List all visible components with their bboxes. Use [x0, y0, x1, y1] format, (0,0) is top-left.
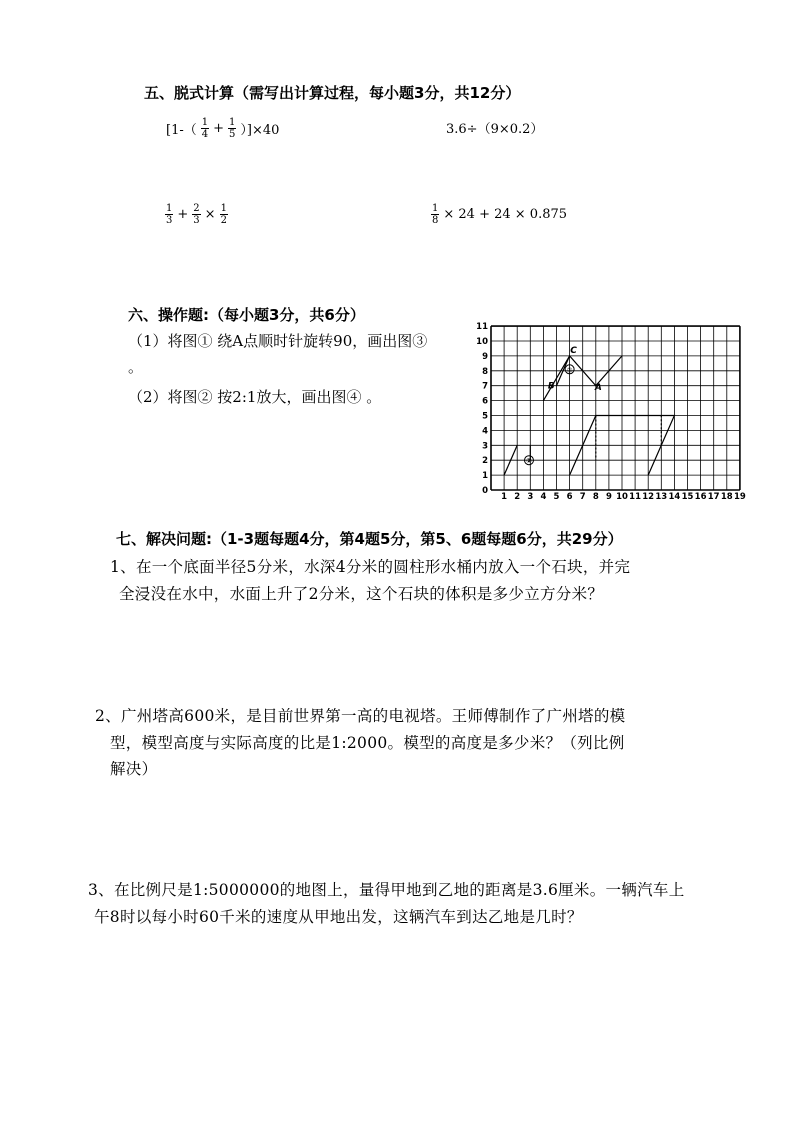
y-tick-label: 9 — [482, 351, 488, 362]
section-6-title: 六、操作题:（每小题3分，共6分） — [128, 306, 365, 324]
point-label-a: A — [594, 383, 602, 394]
figure-1-label: ① — [566, 366, 573, 375]
section-7-question-2-line-2: 型，模型高度与实际高度的比是1:2000。模型的高度是多少米？（列比例 — [110, 734, 625, 752]
x-tick-label: 4 — [540, 492, 547, 502]
coordinate-grid-figure — [475, 318, 750, 503]
section-7-question-1-line-2: 全浸没在水中，水面上升了2分米，这个石块的体积是多少立方分米？ — [119, 585, 604, 603]
section-7-question-3-line-2: 午8时以每小时60千米的速度从甲地出发，这辆汽车到达乙地是几时？ — [94, 908, 583, 926]
x-tick-label: 11 — [629, 492, 642, 502]
x-tick-label: 19 — [733, 492, 746, 502]
x-tick-label: 17 — [707, 492, 720, 502]
section-6-question-1: （1）将图① 绕A点顺时针旋转90，画出图③ — [128, 332, 428, 350]
x-tick-label: 14 — [668, 492, 681, 502]
y-tick-label: 10 — [476, 337, 488, 347]
fraction: $\frac{1}{4}$ — [201, 117, 209, 140]
section-7-question-1-line-1: 1、在一个底面半径5分米，水深4分米的圆柱形水桶内放入一个石块，并完 — [110, 558, 631, 576]
grid-point-labels — [524, 346, 601, 465]
fraction: $\frac{1}{5}$ — [229, 117, 236, 140]
x-tick-label: 1 — [501, 492, 508, 502]
section-5-title: 五、脱式计算（需写出计算过程，每小题3分，共12分） — [144, 84, 521, 102]
x-tick-label: 5 — [553, 492, 560, 502]
y-tick-label: 0 — [482, 486, 488, 496]
section-7-question-2-line-1: 2、广州塔高600米，是目前世界第一高的电视塔。王师傅制作了广州塔的模 — [95, 707, 626, 725]
section-7-question-2-line-3: 解决） — [110, 760, 158, 778]
x-tick-label: 8 — [592, 492, 599, 502]
expression-2: 3.6÷（9×0.2） — [446, 122, 544, 137]
x-tick-label: 16 — [694, 492, 707, 502]
y-tick-label: 6 — [482, 396, 488, 407]
y-tick-label: 3 — [482, 441, 488, 452]
fraction: $\frac{1}{3}$ — [166, 203, 173, 226]
x-tick-label: 6 — [566, 492, 573, 502]
x-tick-label: 10 — [616, 492, 628, 502]
section-7-question-3-line-1: 3、在比例尺是1:5000000的地图上，量得甲地到乙地的距离是3.6厘米。一辆汽车上 — [88, 881, 685, 899]
figure-2-label: ② — [526, 457, 532, 466]
expr1-suffix: ）]×40 — [240, 123, 280, 138]
y-tick-label: 4 — [482, 426, 488, 437]
y-tick-label: 2 — [482, 456, 488, 467]
section-6-question-2: （2）将图② 按2:1放大，画出图④ 。 — [128, 388, 382, 406]
x-tick-label: 13 — [655, 492, 668, 502]
expr1-prefix: [1-（ — [166, 123, 197, 138]
x-tick-label: 12 — [642, 492, 655, 502]
expression-1: [1-（ $\frac{1}{4}$ + $\frac{1}{5}$ ）]×40 — [166, 117, 280, 140]
section-7-title: 七、解决问题:（1-3题每题4分，第4题5分，第5、6题每题6分，共29分） — [116, 530, 623, 548]
x-tick-label: 3 — [527, 492, 534, 502]
x-tick-label: 18 — [720, 492, 733, 502]
x-tick-label: 15 — [681, 492, 694, 502]
point-label-c: C — [570, 345, 577, 356]
y-tick-label: 1 — [482, 471, 488, 482]
x-tick-label: 9 — [605, 492, 612, 502]
fraction: $\frac{1}{2}$ — [220, 203, 227, 226]
fraction: $\frac{1}{8}$ — [432, 203, 439, 226]
section-6-question-1-end: 。 — [128, 358, 144, 376]
y-tick-label: 7 — [482, 381, 488, 392]
expression-4: $\frac{1}{8}$ × 24 + 24 × 0.875 — [432, 203, 568, 226]
point-label-b: B — [547, 381, 555, 392]
y-tick-label: 5 — [482, 411, 488, 422]
x-tick-label: 2 — [514, 492, 521, 502]
y-tick-label: 11 — [476, 322, 488, 333]
grid-lines — [491, 326, 740, 490]
expression-3: $\frac{1}{3}$ + $\frac{2}{3}$ × $\frac{1}{2}$ — [166, 203, 227, 226]
fraction: $\frac{2}{3}$ — [193, 203, 200, 226]
y-tick-label: 8 — [482, 366, 488, 377]
x-tick-label: 7 — [579, 492, 586, 502]
